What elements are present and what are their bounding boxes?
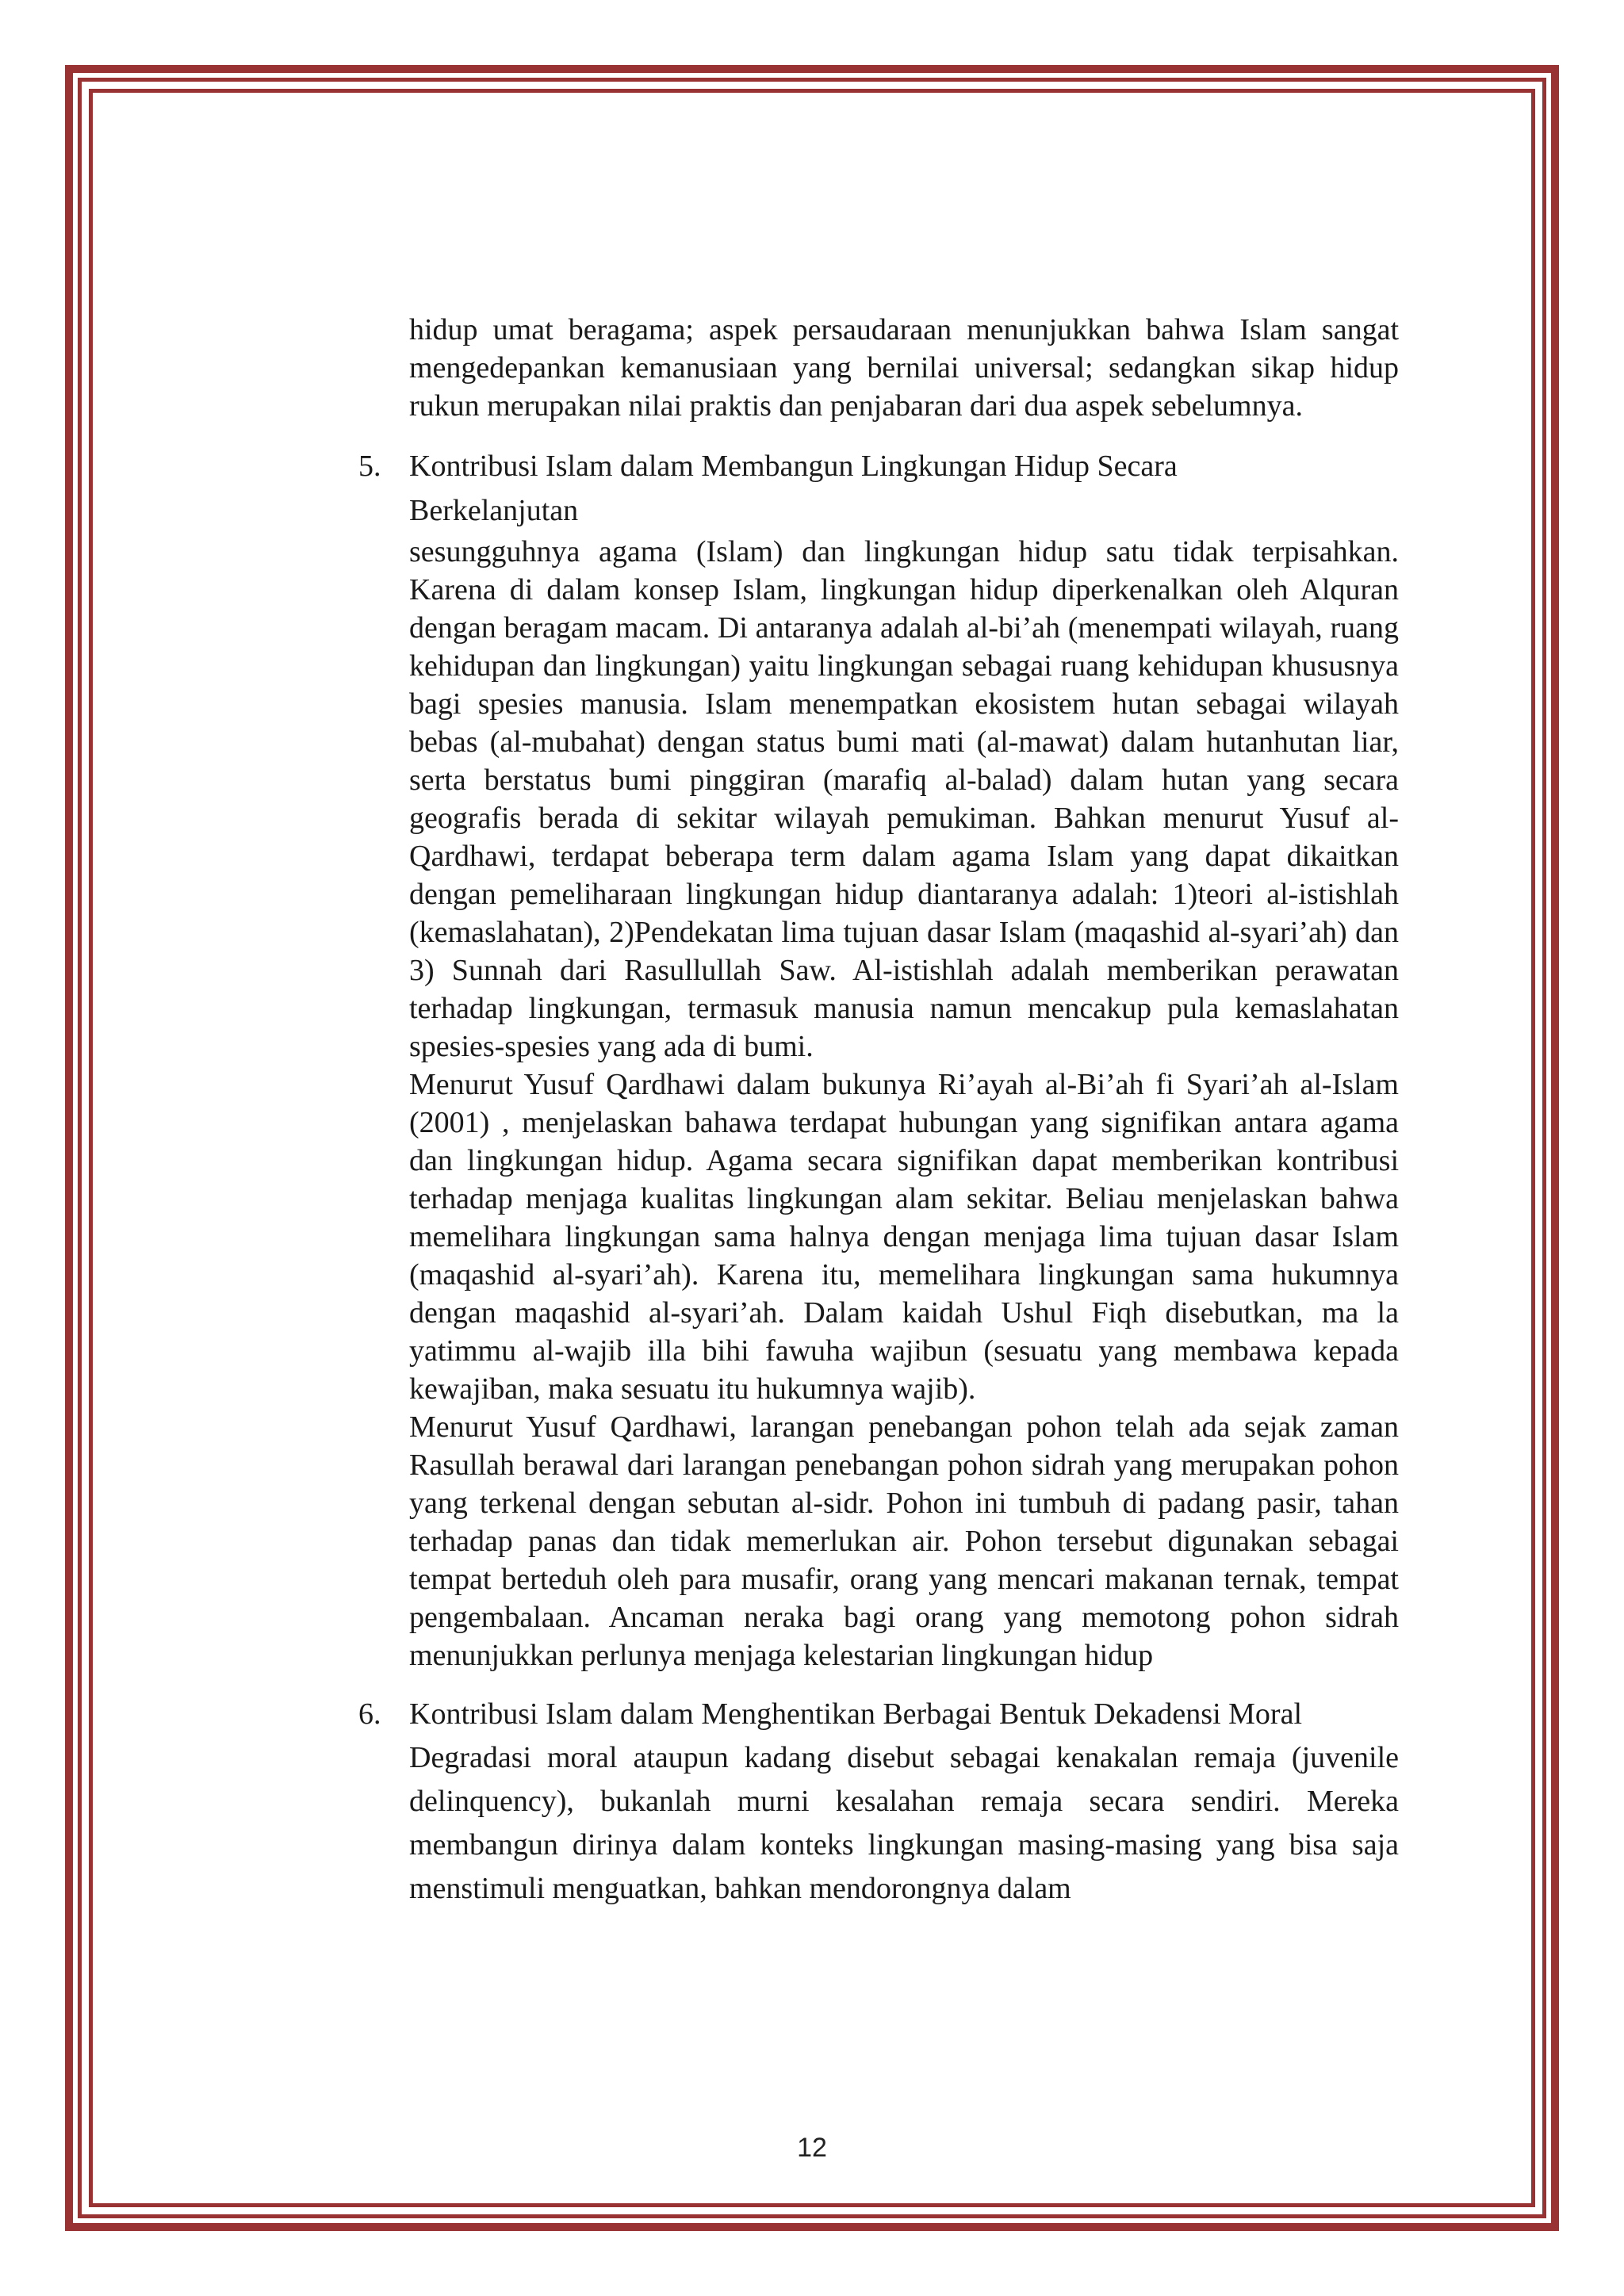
section-5-heading-line1: Kontribusi Islam dalam Membangun Lingkungan Hidup Secara: [409, 450, 1178, 483]
section-6-paragraph: Degradasi moral ataupun kadang disebut sebagai kenakalan remaja (juvenile delinquency), bukanlah murni kesalahan remaja secara sendiri. Mereka membangun dirinya dalam konteks lingkungan masing-masing yang bisa saja menstimuli menguatkan, bahkan mendorongnya dalam: [409, 1741, 1399, 1905]
section-5-paragraph-2: Menurut Yusuf Qardhawi dalam bukunya Ri’ayah al-Bi’ah fi Syari’ah al-Islam (2001) , menjelaskan bahawa terdapat hubungan yang signifikan antara agama dan lingkungan hidup. Agama secara signifikan dapat memberikan kontribusi terhadap menjaga kualitas lingkungan alam sekitar. Beliau menjelaskan bahwa memelihara lingkungan sama halnya dengan menjaga lima tujuan dasar Islam (maqashid al-syari’ah). Karena itu, memelihara lingkungan sama hukumnya dengan maqashid al-syari’ah. Dalam kaidah Ushul Fiqh disebutkan, ma la yatimmu al-wajib illa bihi fawuha wajibun (sesuatu yang membawa kepada kewajiban, maka sesuatu itu hukumnya wajib).: [409, 1068, 1399, 1406]
intro-paragraph: hidup umat beragama; aspek persaudaraan menunjukkan bahwa Islam sangat mengedepankan kemanusiaan yang bernilai universal; sedangkan sikap hidup rukun merupakan nilai praktis dan penjabaran dari dua aspek sebelumnya.: [409, 313, 1399, 423]
page-number: 12: [797, 2133, 827, 2163]
section-5-heading-line2: Berkelanjutan: [409, 494, 579, 527]
section-5-heading: [358, 444, 1399, 533]
section-6-heading: [358, 1692, 1399, 1736]
section-6-number: 6.: [358, 1697, 381, 1731]
section-6-heading-text: Kontribusi Islam dalam Menghentikan Berbagai Bentuk Dekadensi Moral: [409, 1697, 1303, 1731]
page-content: [358, 311, 1399, 1911]
section-5-number: 5.: [358, 450, 381, 483]
section-5-paragraph-3: Menurut Yusuf Qardhawi, larangan penebangan pohon telah ada sejak zaman Rasullah berawal dari larangan penebangan pohon sidrah yang merupakan pohon yang terkenal dengan sebutan al-sidr. Pohon ini tumbuh di padang pasir, tahan terhadap panas dan tidak memerlukan air. Pohon tersebut digunakan sebagai tempat berteduh oleh para musafir, orang yang mencari makanan ternak, tempat pengembalaan. Ancaman neraka bagi orang yang memotong pohon sidrah menunjukkan perlunya menjaga kelestarian lingkungan hidup: [409, 1410, 1399, 1672]
section-5-paragraph-1: sesungguhnya agama (Islam) dan lingkungan hidup satu tidak terpisahkan. Karena di dalam konsep Islam, lingkungan hidup diperkenalkan oleh Alquran dengan beragam macam. Di antaranya adalah al-bi’ah (menempati wilayah, ruang kehidupan dan lingkungan) yaitu lingkungan sebagai ruang kehidupan khususnya bagi spesies manusia. Islam menempatkan ekosistem hutan sebagai wilayah bebas (al-mubahat) dengan status bumi mati (al-mawat) dalam hutanhutan liar, serta berstatus bumi pinggiran (marafiq al-balad) dalam hutan yang secara geografis berada di sekitar wilayah pemukiman. Bahkan menurut Yusuf al-Qardhawi, terdapat beberapa term dalam agama Islam yang dapat dikaitkan dengan pemeliharaan lingkungan hidup diantaranya adalah: 1)teori al-istishlah (kemaslahatan), 2)Pendekatan lima tujuan dasar Islam (maqashid al-syari’ah) dan 3) Sunnah dari Rasullullah Saw. Al-istishlah adalah memberikan perawatan terhadap lingkungan, termasuk manusia namun mencakup pula kemaslahatan spesies-spesies yang ada di bumi.: [409, 535, 1399, 1063]
